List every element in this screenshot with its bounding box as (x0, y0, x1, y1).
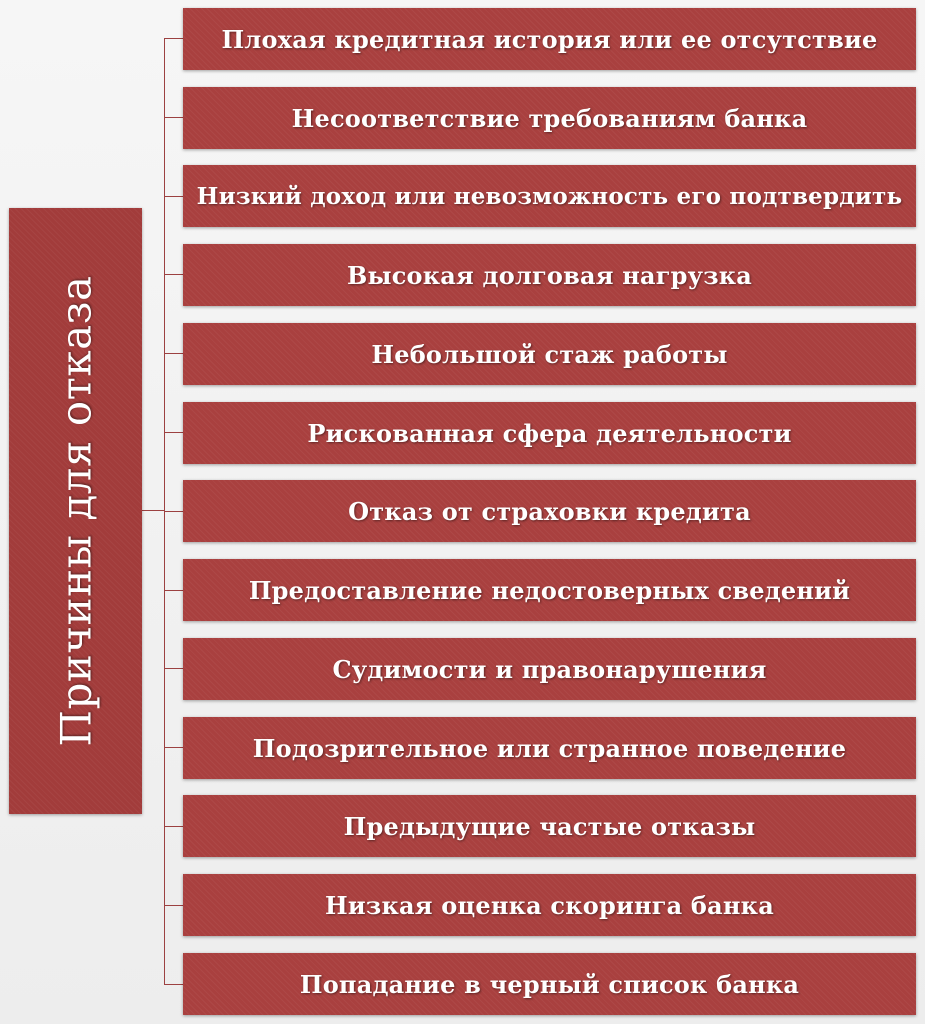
root-node (9, 208, 142, 814)
reason-node-9 (183, 638, 916, 700)
reason-label: Попадание в черный список банка (299, 969, 800, 999)
reason-label: Подозрительное или странное поведение (252, 733, 847, 763)
reason-node-13 (183, 953, 916, 1015)
reason-label: Рискованная сфера деятельности (307, 418, 792, 448)
reason-node-12 (183, 874, 916, 936)
connector-branch (164, 668, 183, 669)
connector-branch (164, 511, 183, 512)
reason-label: Небольшой стаж работы (371, 339, 728, 369)
reason-label: Предыдущие частые отказы (343, 811, 756, 841)
connector-branch (164, 984, 183, 985)
reason-node-7 (183, 480, 916, 542)
reason-node-5 (183, 323, 916, 385)
connector-branch (164, 590, 183, 591)
connector-branch (164, 905, 183, 906)
reason-label: Плохая кредитная история или ее отсутствие (221, 24, 878, 54)
reason-label: Низкая оценка скоринга банка (325, 890, 774, 920)
reason-node-10 (183, 717, 916, 779)
connector-branch (164, 117, 183, 118)
reason-node-11 (183, 795, 916, 857)
reason-node-6 (183, 402, 916, 464)
connector-branch (164, 274, 183, 275)
connector-branch (164, 196, 183, 197)
reason-node-1 (183, 8, 916, 70)
root-node-label: Причины для отказа (51, 275, 100, 747)
reason-label: Судимости и правонарушения (332, 654, 767, 684)
reason-label: Высокая долговая нагрузка (346, 260, 753, 290)
reason-label: Предоставление недостоверных сведений (248, 575, 851, 605)
connector-branch (164, 432, 183, 433)
connector-branch (164, 826, 183, 827)
reason-node-8 (183, 559, 916, 621)
connector-branch (164, 747, 183, 748)
reason-label: Низкий доход или невозможность его подтвердить (196, 182, 903, 210)
reason-node-2 (183, 87, 916, 149)
reason-label: Отказ от страховки кредита (348, 496, 751, 526)
reason-node-4 (183, 244, 916, 306)
connector-root-stub (142, 510, 165, 511)
reason-label: Несоответствие требованиям банка (291, 103, 808, 133)
connector-branch (164, 38, 183, 39)
reason-node-3 (183, 165, 916, 227)
connector-branch (164, 353, 183, 354)
